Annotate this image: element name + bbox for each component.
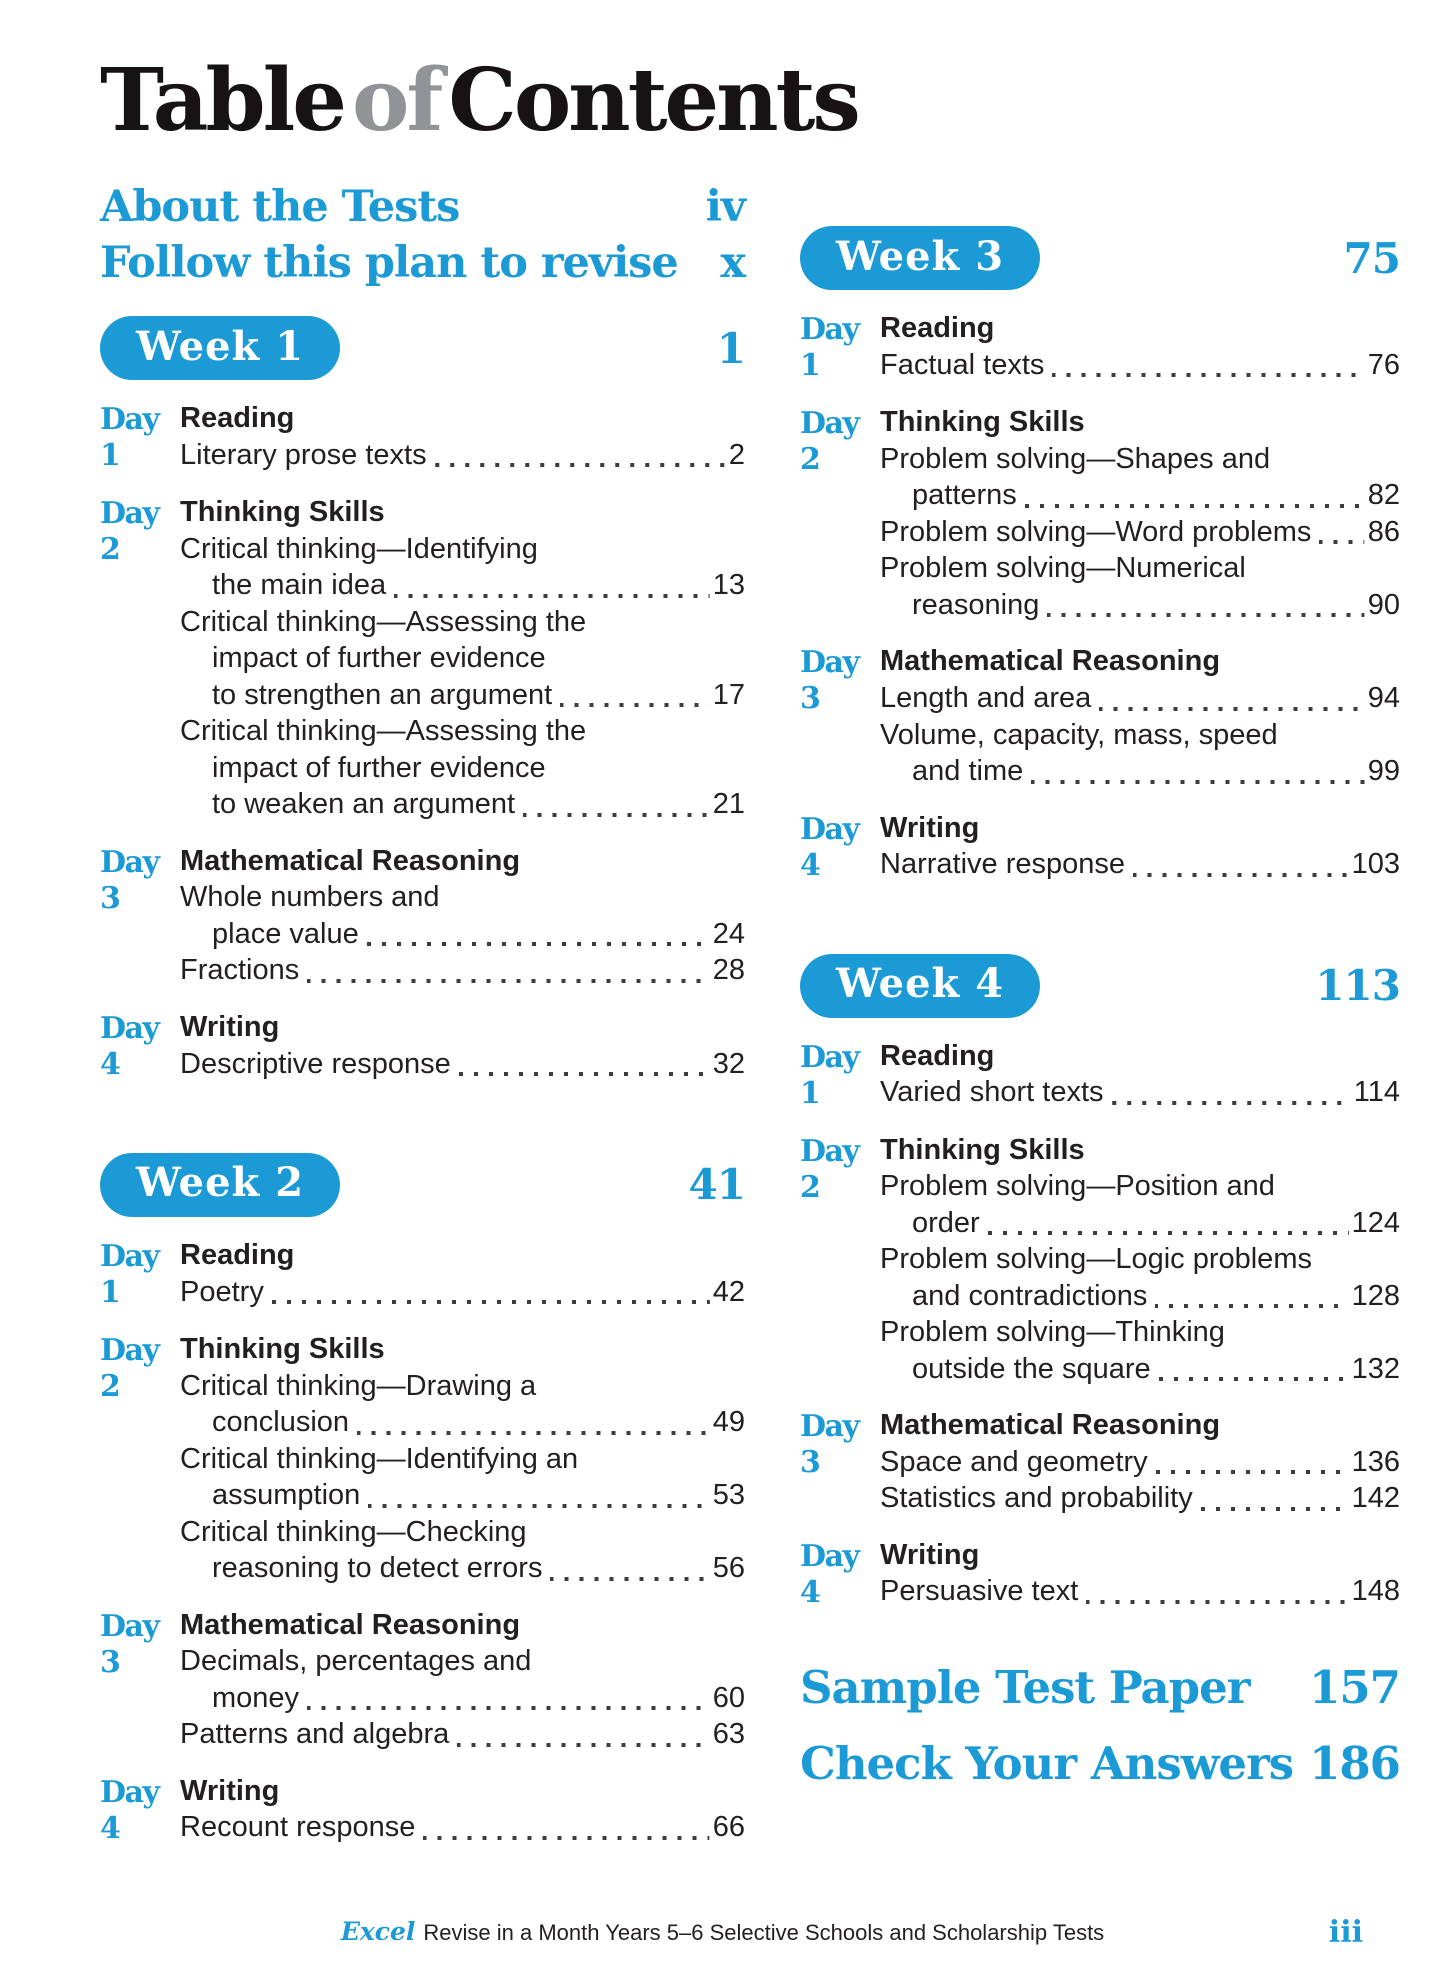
toc-entry (880, 1168, 1400, 1241)
toc-entry-line (880, 1314, 1400, 1351)
day-subject: Mathematical Reasoning (180, 844, 521, 877)
toc-entry-page-number: 13 (712, 569, 745, 602)
week-badge: Week 1 (100, 316, 340, 380)
toc-entry-line (880, 1241, 1400, 1278)
day-content (880, 643, 1400, 789)
toc-entry-text: the main idea (212, 569, 387, 602)
toc-entry (880, 1573, 1400, 1610)
week-header (100, 316, 745, 380)
toc-entry (880, 846, 1400, 883)
page-title-word: Contents (448, 50, 858, 151)
dot-leader (1031, 780, 1365, 784)
toc-entry (180, 1441, 745, 1514)
dot-leader (307, 1706, 710, 1710)
day-row (800, 310, 1400, 384)
toc-entry-text: Descriptive response (180, 1047, 451, 1080)
toc-entry-text: Length and area (880, 682, 1092, 715)
toc-entry-line (880, 347, 1400, 384)
day-row (100, 494, 745, 823)
toc-entry-text: and contradictions (912, 1279, 1148, 1312)
toc-entry-line (180, 786, 745, 823)
day-content (180, 843, 745, 989)
back-matter-link (800, 1657, 1400, 1719)
toc-entry-line (180, 567, 745, 604)
toc-entry-line (180, 1680, 745, 1717)
day-row (800, 1537, 1400, 1611)
toc-entry-text: Problem solving—Thinking (880, 1316, 1225, 1349)
toc-entry (880, 1314, 1400, 1387)
toc-entry-text: Critical thinking—Assessing the (180, 605, 587, 638)
day-content (880, 1038, 1400, 1112)
toc-entry (880, 550, 1400, 623)
toc-columns (100, 180, 1400, 1847)
toc-entry-text: to strengthen an argument (212, 678, 553, 711)
major-link-page-number: 157 (1309, 1660, 1400, 1714)
day-content (180, 1237, 745, 1311)
toc-entry-page-number: 17 (712, 678, 745, 711)
week-page-number: 41 (688, 1160, 745, 1210)
toc-entry-line (180, 604, 745, 641)
page-title (100, 50, 1445, 151)
toc-entry-text: conclusion (212, 1406, 350, 1439)
toc-entry-text: Recount response (180, 1811, 416, 1844)
toc-entry-text: Critical thinking—Identifying (180, 532, 538, 565)
toc-entry-line (180, 916, 745, 953)
toc-entry-line (880, 1444, 1400, 1481)
toc-column-right (800, 180, 1400, 1795)
day-content (880, 1537, 1400, 1611)
day-subject: Writing (180, 1774, 280, 1807)
toc-entry-text: assumption (212, 1479, 361, 1512)
toc-entry-text: to weaken an argument (212, 788, 516, 821)
toc-entry-line (180, 1514, 745, 1551)
toc-entry-text: Critical thinking—Drawing a (180, 1369, 537, 1402)
day-row (100, 843, 745, 989)
day-content (180, 1773, 745, 1847)
day-row (800, 643, 1400, 789)
day-row (100, 1331, 745, 1587)
dot-leader (1086, 1600, 1348, 1604)
day-label: Day 1 (800, 312, 859, 384)
dot-leader (357, 1431, 710, 1435)
day-row (100, 400, 745, 474)
toc-entry-line (880, 477, 1400, 514)
toc-entry-page-number: 2 (728, 438, 745, 471)
toc-entry-line (880, 1480, 1400, 1517)
toc-entry-text: Narrative response (880, 848, 1125, 881)
toc-entry-line (880, 441, 1400, 478)
toc-entry-text: reasoning (912, 588, 1040, 621)
major-link-label: Follow this plan to revise (100, 238, 678, 289)
toc-entry-line (880, 514, 1400, 551)
toc-entry-page-number: 114 (1353, 1076, 1400, 1109)
toc-entry-text: and time (912, 755, 1024, 788)
brand-logo-excel: Excel (340, 1917, 416, 1946)
toc-entry-text: Problem solving—Shapes and (880, 442, 1271, 475)
day-label: Day 4 (800, 811, 859, 883)
toc-entry-page-number: 132 (1351, 1352, 1400, 1385)
day-content (880, 1407, 1400, 1517)
toc-entry-text: Critical thinking—Checking (180, 1515, 527, 1548)
toc-entry (880, 1444, 1400, 1481)
toc-entry (180, 1368, 745, 1441)
toc-entry-page-number: 66 (712, 1811, 745, 1844)
day-content (180, 494, 745, 823)
toc-entry (880, 514, 1400, 551)
toc-entry-text: Problem solving—Word problems (880, 515, 1312, 548)
toc-entry-page-number: 63 (712, 1718, 745, 1751)
week-section (100, 1153, 745, 1847)
dot-leader (560, 703, 710, 707)
toc-entry-text: Problem solving—Position and (880, 1170, 1275, 1203)
day-subject: Mathematical Reasoning (880, 645, 1221, 678)
major-link-label: Sample Test Paper (800, 1660, 1250, 1714)
major-link-label: Check Your Answers (800, 1737, 1294, 1791)
toc-entry (880, 347, 1400, 384)
toc-entry-page-number: 103 (1351, 848, 1400, 881)
toc-entry-line (180, 750, 745, 787)
toc-entry-line (180, 1477, 745, 1514)
toc-entry (180, 1716, 745, 1753)
dot-leader (367, 942, 710, 946)
dot-leader (1052, 373, 1364, 377)
day-label: Day 1 (800, 1039, 859, 1111)
toc-entry (880, 717, 1400, 790)
dot-leader (1025, 504, 1365, 508)
toc-entry-line (180, 1046, 745, 1083)
day-content (180, 400, 745, 474)
toc-entry-text: Persuasive text (880, 1575, 1079, 1608)
day-content (180, 1009, 745, 1083)
toc-entry-line (880, 1074, 1400, 1111)
toc-entry-text: Fractions (180, 954, 300, 987)
toc-entry-line (880, 753, 1400, 790)
page-title-word-of: of (352, 50, 441, 151)
day-row (800, 810, 1400, 884)
week-header (100, 1153, 745, 1217)
toc-entry-line (180, 1716, 745, 1753)
toc-entry-page-number: 76 (1367, 348, 1400, 381)
toc-entry-text: Poetry (180, 1275, 264, 1308)
toc-entry-text: Critical thinking—Identifying an (180, 1442, 579, 1475)
toc-entry-page-number: 128 (1351, 1279, 1400, 1312)
toc-entry-line (880, 1573, 1400, 1610)
day-label: Day 2 (800, 1133, 859, 1205)
toc-entry-line (180, 437, 745, 474)
toc-entry-page-number: 148 (1351, 1575, 1400, 1608)
day-label: Day 3 (800, 1409, 859, 1481)
toc-entry (180, 1514, 745, 1587)
dot-leader (988, 1231, 1349, 1235)
day-subject: Mathematical Reasoning (180, 1608, 521, 1641)
toc-entry-line (180, 952, 745, 989)
toc-entry (180, 1643, 745, 1716)
page-number-folio: iii (1328, 1915, 1363, 1950)
toc-entry (180, 437, 745, 474)
dot-leader (423, 1836, 709, 1840)
day-row (800, 1132, 1400, 1388)
toc-entry-text: order (912, 1206, 980, 1239)
day-subject: Writing (180, 1010, 280, 1043)
toc-entry-line (880, 1168, 1400, 1205)
week-badge: Week 3 (800, 226, 1040, 290)
day-subject: Reading (180, 402, 295, 435)
toc-entry (180, 1274, 745, 1311)
toc-entry-page-number: 49 (712, 1406, 745, 1439)
day-row (800, 1407, 1400, 1517)
footer-book-title (0, 1917, 1445, 1946)
toc-entry-line (180, 531, 745, 568)
toc-entry-text: Volume, capacity, mass, speed (880, 718, 1278, 751)
day-label: Day 4 (100, 1774, 159, 1846)
toc-entry-line (180, 879, 745, 916)
toc-entry-text: Statistics and probability (880, 1482, 1193, 1515)
major-link-page-number: iv (705, 182, 745, 233)
toc-entry-line (880, 550, 1400, 587)
dot-leader (368, 1504, 709, 1508)
week-section (800, 226, 1400, 883)
week-page-number: 75 (1343, 233, 1400, 283)
toc-entry-page-number: 32 (712, 1047, 745, 1080)
footer-book-title-text: Revise in a Month Years 5–6 Selective Schools and Scholarship Tests (423, 1920, 1105, 1945)
toc-entry-text: reasoning to detect errors (212, 1552, 543, 1585)
toc-entry (180, 1809, 745, 1846)
toc-entry-line (880, 1205, 1400, 1242)
toc-entry-text: Decimals, percentages and (180, 1645, 532, 1678)
day-subject: Reading (880, 312, 995, 345)
toc-entry-page-number: 86 (1367, 515, 1400, 548)
toc-entry-text: Problem solving—Numerical (880, 552, 1246, 585)
toc-entry (880, 1074, 1400, 1111)
toc-entry-page-number: 142 (1351, 1482, 1400, 1515)
dot-leader (1133, 873, 1349, 877)
dot-leader (1201, 1507, 1349, 1511)
week-page-number: 1 (716, 323, 745, 373)
toc-entry-text: Factual texts (880, 348, 1045, 381)
dot-leader (1156, 1470, 1349, 1474)
toc-entry-page-number: 94 (1367, 682, 1400, 715)
day-content (180, 1331, 745, 1587)
dot-leader (1099, 707, 1364, 711)
toc-entry-line (880, 587, 1400, 624)
toc-entry-page-number: 28 (712, 954, 745, 987)
back-matter-link (800, 1733, 1400, 1795)
toc-entry-line (180, 677, 745, 714)
toc-entry-line (880, 680, 1400, 717)
front-matter-link (100, 236, 745, 292)
toc-entry-text: Whole numbers and (180, 881, 440, 914)
toc-entry-text: impact of further evidence (212, 751, 546, 784)
dot-leader (1319, 540, 1364, 544)
toc-entry-line (880, 846, 1400, 883)
day-subject: Thinking Skills (180, 496, 385, 529)
day-label: Day 3 (100, 1608, 159, 1680)
toc-entry (880, 1241, 1400, 1314)
day-content (880, 404, 1400, 623)
dot-leader (457, 1743, 709, 1747)
toc-entry (880, 680, 1400, 717)
toc-entry-page-number: 124 (1351, 1206, 1400, 1239)
dot-leader (459, 1072, 710, 1076)
day-label: Day 1 (100, 402, 159, 474)
toc-entry (180, 713, 745, 823)
toc-entry-line (180, 1274, 745, 1311)
day-content (880, 1132, 1400, 1388)
toc-entry-page-number: 53 (712, 1479, 745, 1512)
major-link-label: About the Tests (100, 182, 460, 233)
toc-entry-text: Space and geometry (880, 1445, 1148, 1478)
week-badge: Week 4 (800, 954, 1040, 1018)
day-subject: Reading (180, 1238, 295, 1271)
toc-entry-line (880, 717, 1400, 754)
week-header (800, 226, 1400, 290)
toc-entry-text: impact of further evidence (212, 642, 546, 675)
day-row (800, 1038, 1400, 1112)
day-label: Day 2 (100, 1332, 159, 1404)
toc-entry-text: money (212, 1681, 300, 1714)
toc-entry (880, 441, 1400, 514)
page-title-word: Table (100, 50, 345, 151)
toc-entry-line (180, 1809, 745, 1846)
toc-entry (180, 1046, 745, 1083)
toc-entry-page-number: 56 (712, 1552, 745, 1585)
day-subject: Thinking Skills (880, 406, 1085, 439)
day-row (100, 1773, 745, 1847)
day-label: Day 4 (800, 1538, 859, 1610)
toc-entry-page-number: 60 (712, 1681, 745, 1714)
toc-entry-line (180, 1441, 745, 1478)
toc-entry-page-number: 90 (1367, 588, 1400, 621)
day-subject: Writing (880, 811, 980, 844)
front-matter-link (100, 180, 745, 236)
dot-leader (307, 979, 709, 983)
toc-entry-text: patterns (912, 479, 1017, 512)
toc-entry-page-number: 82 (1367, 479, 1400, 512)
day-subject: Thinking Skills (180, 1332, 385, 1365)
dot-leader (550, 1577, 709, 1581)
day-label: Day 3 (100, 844, 159, 916)
day-subject: Reading (880, 1039, 995, 1072)
toc-entry-text: Problem solving—Logic problems (880, 1243, 1312, 1276)
toc-entry-line (180, 1368, 745, 1405)
toc-entry (180, 604, 745, 714)
dot-leader (394, 594, 710, 598)
toc-entry-text: Critical thinking—Assessing the (180, 715, 587, 748)
toc-entry-line (180, 713, 745, 750)
dot-leader (1047, 613, 1364, 617)
toc-entry (880, 1480, 1400, 1517)
toc-entry-line (880, 1351, 1400, 1388)
day-subject: Thinking Skills (880, 1133, 1085, 1166)
toc-entry-text: Patterns and algebra (180, 1718, 450, 1751)
dot-leader (523, 813, 710, 817)
toc-entry-text: outside the square (912, 1352, 1151, 1385)
day-label: Day 2 (800, 406, 859, 478)
toc-entry-page-number: 42 (712, 1275, 745, 1308)
toc-entry-page-number: 136 (1351, 1445, 1400, 1478)
week-page-number: 113 (1315, 961, 1400, 1011)
toc-entry (180, 952, 745, 989)
toc-entry-line (180, 640, 745, 677)
dot-leader (272, 1300, 710, 1304)
toc-entry-text: place value (212, 917, 359, 950)
day-row (100, 1607, 745, 1753)
day-content (880, 810, 1400, 884)
major-link-page-number: 186 (1309, 1737, 1400, 1791)
dot-leader (1112, 1101, 1351, 1105)
major-link-page-number: x (720, 238, 745, 289)
toc-entry-line (180, 1404, 745, 1441)
week-section (100, 316, 745, 1083)
day-row (100, 1009, 745, 1083)
day-subject: Writing (880, 1538, 980, 1571)
day-row (100, 1237, 745, 1311)
toc-entry-line (880, 1278, 1400, 1315)
dot-leader (435, 463, 726, 467)
toc-entry-line (180, 1550, 745, 1587)
week-badge: Week 2 (100, 1153, 340, 1217)
day-label: Day 2 (100, 496, 159, 568)
day-label: Day 3 (800, 645, 859, 717)
week-header (800, 954, 1400, 1018)
toc-entry-text: Varied short texts (880, 1076, 1104, 1109)
page-footer (0, 1915, 1445, 1950)
toc-entry (180, 879, 745, 952)
toc-entry-line (180, 1643, 745, 1680)
toc-entry-text: Literary prose texts (180, 438, 427, 471)
toc-entry-page-number: 21 (712, 788, 745, 821)
day-label: Day 1 (100, 1238, 159, 1310)
toc-entry-page-number: 24 (712, 917, 745, 950)
day-row (800, 404, 1400, 623)
week-section (800, 954, 1400, 1611)
day-content (180, 1607, 745, 1753)
dot-leader (1159, 1377, 1349, 1381)
toc-entry (180, 531, 745, 604)
toc-column-left (100, 180, 745, 1847)
day-subject: Mathematical Reasoning (880, 1409, 1221, 1442)
day-label: Day 4 (100, 1010, 159, 1082)
toc-entry-page-number: 99 (1367, 755, 1400, 788)
dot-leader (1155, 1304, 1348, 1308)
day-content (880, 310, 1400, 384)
